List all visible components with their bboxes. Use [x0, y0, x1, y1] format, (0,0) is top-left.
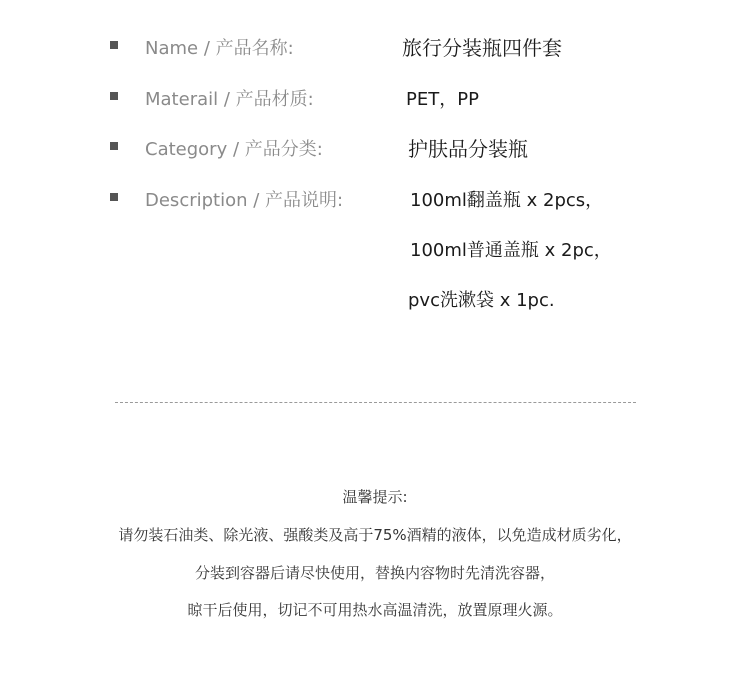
bullet-icon [110, 193, 118, 201]
notice-line-1: 请勿装石油类、除光液、强酸类及高于75%酒精的液体，以免造成材质劣化， [118, 526, 632, 544]
dashed-divider [115, 402, 636, 403]
notice-title: 温馨提示: [342, 488, 408, 506]
bullet-icon [110, 142, 118, 150]
spec-label-material: Materail / 产品材质: [145, 89, 314, 110]
notice-line-2: 分装到容器后请尽快使用，替换内容物时先清洗容器， [194, 564, 555, 582]
spec-row-category [0, 131, 750, 161]
spec-value-material: PET，PP [406, 89, 479, 110]
spec-value-description-3: pvc洗漱袋 x 1pc. [408, 290, 555, 311]
spec-row-description [0, 182, 750, 212]
spec-label-description: Description / 产品说明: [145, 190, 344, 211]
spec-value-description-2: 100ml普通盖瓶 x 2pc， [410, 240, 612, 261]
spec-label-name: Name / 产品名称: [145, 38, 294, 59]
spec-value-category: 护肤品分装瓶 [408, 137, 528, 161]
spec-row-name [0, 30, 750, 60]
bullet-icon [110, 92, 118, 100]
spec-label-category: Category / 产品分类: [145, 139, 323, 160]
spec-row-description-2 [0, 232, 750, 262]
spec-row-description-3 [0, 282, 750, 312]
notice-line-3: 晾干后使用，切记不可用热水高温清洗，放置原理火源。 [187, 601, 563, 619]
spec-value-name: 旅行分装瓶四件套 [402, 36, 562, 60]
spec-value-description-1: 100ml翻盖瓶 x 2pcs， [410, 190, 604, 211]
spec-row-material [0, 81, 750, 111]
bullet-icon [110, 41, 118, 49]
